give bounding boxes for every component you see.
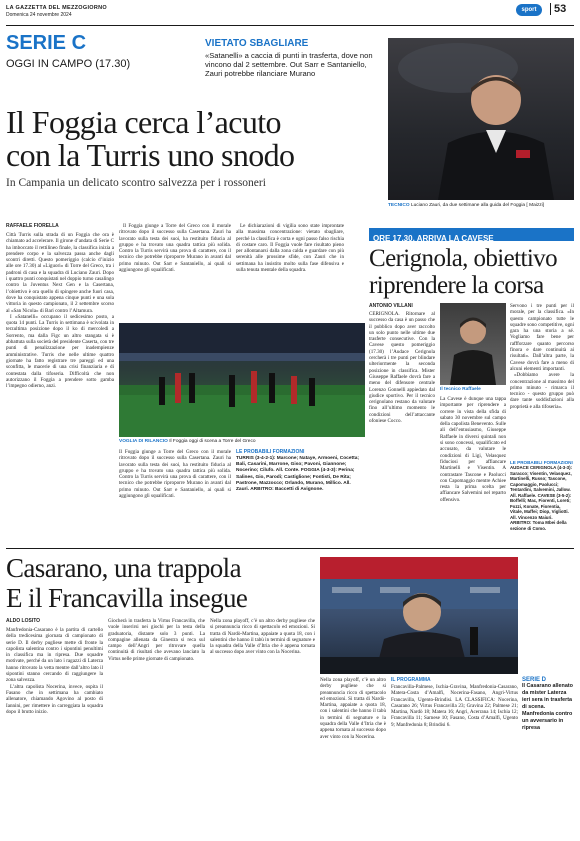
lead-paragraph-3: Il Foggia giunge a Torre del Greco con il morale ritrovato dopo il successo sulla Casertana. Zauri ha lavorato sulla testa dei suoi, ha restituito fiducia al gruppo e ha trovato una quadra tattica più solida. Contro la Turris servirà una prova di carattere, con il tecnico che potrebbe riproporre Murano in avanti dal primo minuto. Out Sarr e Santaniello, ai quali si aggiungono gli squalificati. xyxy=(119,223,231,274)
lead-paragraph-2-continued: Il Foggia giunge a Torre del Greco con il morale ritrovato dopo il successo sulla Casertana. Zauri ha lavorato sulla testa dei suoi, ha restituito fiducia al gruppo e ha trovato una quadra tattica più solida. Contro la Turris servirà una prova di carattere, con il tecnico che potrebbe riproporre Murano in avanti dal primo minuto. Out Sarr e Santaniello, ai quali si aggiungono gli squalificati. xyxy=(119,449,231,500)
casarano-column-1 xyxy=(6,627,103,837)
lead-column-1 xyxy=(6,232,114,540)
casarano-paragraph-1: Manfredonia-Casarano è la partita di cartello della tredicesima giornata di campionato di serie D. Il derby pugliese mette di fronte la capolista salentina contro i sipontini penultimi in classifica ma in ripresa. Due squadre motivate, perché da un lato i ragazzi di Laterza hanno ritrovato la vetta mentre dall’altro lato il sipontini stanno cercando di raggiungere la zona salvezza. xyxy=(6,627,103,684)
casarano-column-4 xyxy=(320,677,386,837)
foggia-lineups xyxy=(236,449,364,493)
coach-caption xyxy=(388,203,574,209)
stadium-photo-illustration xyxy=(119,323,365,437)
serie-d-sidebar xyxy=(522,677,574,732)
casarano-rule xyxy=(6,548,574,549)
casarano-headline xyxy=(6,553,306,613)
sidebar-news xyxy=(205,38,383,78)
coach-caption-credit: [ Maizzi] xyxy=(526,203,545,208)
newspaper-name: LA GAZZETTA DEL MEZZOGIORNO xyxy=(6,5,107,11)
cerignola-headline-line2: riprendere la corsa xyxy=(369,272,544,299)
lead-column-3 xyxy=(236,223,344,319)
sidebar-news-text: «Satanelli» a caccia di punti in trasferta, dove non vincono dal 2 settembre. Out Sarr e Santaniello, Zauri potrebbe rilanciare Murano xyxy=(205,51,373,78)
raffaele-photo xyxy=(440,303,506,385)
section-subtitle xyxy=(6,58,130,70)
cerignola-column-3 xyxy=(510,303,574,457)
lead-byline: RAFFAELE FIORELLA xyxy=(6,223,59,229)
lead-paragraph-1: Città Turris sulla strada di un Foggia che ora è chiamato ad accelerare. Il girone d’andata di Serie C ha imboccato il rettilineo finale, la classifica inizia a prendere corpo e la salvezza passa anche dagli scontri diretti. Questo pomeriggio (calcio d’inizio alle ore 17.30) al «Liguori» di Torre del Greco, tra i padroni di casa e la squadra di Luciano Zauri. Dopo i quattro punti conquistati nel doppio turno casalingo contro la Juventus Next Gen e la Casertana, l’obiettivo è ora quello di spingere anche fuori casa, dove ha conquistato appena cinque punti e una sola vittoria in questo campionato, il 2 settembre scorso al «San Nicola» di Bari contro l’Altamura. xyxy=(6,232,114,314)
section-subtitle-text: OGGI IN CAMPO xyxy=(6,58,93,70)
section-time: (17.30) xyxy=(95,58,131,70)
cerignola-lineups-title: LE PROBABILI FORMAZIONI xyxy=(510,460,573,465)
foggia-lineups-text: TURRIS (3-4-2-1): Marcone; Nataye, Armoeni, Cocetta; Bali, Casarini, Marrone, Giso; Pavoni, Giannone; Nocerino; Cilufo. All. Conte. FOGGIA (4-3-3): Perina; Salines, Gio, Parodi; Castiglione; Fontisti, De Rita; Pastrone, Mazzocco; Orlando, Murano, Millico. All. Zauri. ARBITRO: Baccetti di Avignone. xyxy=(236,456,359,493)
section-title: SERIE C xyxy=(6,32,87,54)
foggia-lineups-title: LE PROBABILI FORMAZIONI xyxy=(236,449,305,455)
sport-badge xyxy=(516,4,542,16)
coach-caption-label: TECNICO xyxy=(388,203,410,208)
coach-photo xyxy=(388,38,574,200)
raffaele-photo-illustration xyxy=(440,303,506,385)
cerignola-headline-line1: Cerignola, obiettivo xyxy=(369,245,557,272)
coach-caption-text: Luciano Zauri, da due settimane alla guida del Foggia xyxy=(410,203,526,208)
lead-paragraph-2: I «Satanelli» occupano il sedicesimo posto, a quota 14 punti. La Turris in settimana è scivolata in terzultima posizione dopo il ko di mercoledì a Sorrento, ma dalla Figc un altro stangata si è abbattuta sulla società del presidente Caserta, con tre punti di penalizzazione per inadempienze amministrative. Turris che nelle ultime quattro giornate ha fatto registrare tre pareggi ed una sconfitta, le macerie di una crisi finanziaria e di contestata dalla tifoseria. Difficoltà che non autorizzano il Foggia a prendere sotto gamba l’impegno odierno, anzi. xyxy=(6,313,114,390)
programma-label: IL PROGRAMMA xyxy=(391,677,431,683)
newspaper-header xyxy=(6,4,576,24)
cerignola-lineups-text: AUDACE CERIGNOLA (4-3-3): Saracco; Visentin, Velasquez, Martinelli, Russo; Tascone, Capomaggio, Paolucci; Tentardini, Salvemini, Jallow. All. Raffaele. CAVESE (3-5-2): Boffelli; Mac, Fiorenti, Loreti; Fozzi, Konate, Fiorentia, Vitale, Maffei; Diop, Vigliotti. All. Vincenzo Maiuri. ARBITRO: Toma Mbei della sezione di Como. xyxy=(510,465,573,531)
cerignola-banner xyxy=(369,228,574,241)
casarano-headline-line2: E il Francavilla insegue xyxy=(6,583,248,613)
header-rule xyxy=(6,25,574,26)
cerignola-headline xyxy=(369,245,574,299)
laterza-photo-illustration xyxy=(320,557,518,674)
cerignola-column-2 xyxy=(440,396,506,539)
lead-headline-line1: Il Foggia cerca l’acuto xyxy=(6,104,281,140)
casarano-paragraph-4: Nella zona playoff, c’è un altro derby pugliese che si preannuncia ricco di spettacolo ed emozioni. Si tratta di Nardò-Martina, appaiate a quota 18, con i salentini che hanno il tabù in termini di segnature e la squadra della Valle d’Itria che è appena tornata al successo dopo aver vinto con la Nocerina. xyxy=(210,618,315,656)
raffaele-caption-label: Il tecnico Raffaele xyxy=(440,387,481,392)
cerignola-paragraph-2: La Cavese è dunque una tappa importante per riprendere a correre in vista della sfida di sabato 30 novembre sul campo della capolista Benevento. Sulle ali dell’entusiasmo, Giuseppe Raffaele in diversi quintali non si sono concessi, squalificato ed accusato, da valutare le condizioni di Ligi, Velasquez fiduciosi per affiancare Martinelli e Visentin. A contrastare Tascone e Paolucci con Capomaggio mentre Achiee resta la prima scelta per affiancare Salvemini nel reparto offensivo. xyxy=(440,396,506,503)
cerignola-paragraph-4: «Dobbiamo avere la concentrazione al massimo del primo minuto - rimarca il tecnico - questo gruppo può dare tante soddisfazioni alla proprietà e alla tifoseria». xyxy=(510,372,574,410)
cerignola-column-1 xyxy=(369,311,435,539)
programma-block xyxy=(391,677,518,837)
laterza-photo xyxy=(320,557,518,674)
stadium-photo xyxy=(119,323,365,437)
sport-brand: sport xyxy=(521,7,537,13)
casarano-paragraph-4b: Nella zona playoff, c’è un altro derby pugliese che si preannuncia ricco di spettacolo ed emozioni. Si tratta di Nardò-Martina, appaiate a quota 18, con i salentini che hanno il tabù in termini di segnature e la squadra della Valle d’Itria che è appena tornata al successo dopo aver vinto con la Nocerina. xyxy=(320,677,386,740)
cerignola-paragraph-1: CERIGNOLA. Ritornare al successo da casa è un passo che il pubblico dopo aver raccolto un solo punto nelle ultime due trasferte consecutive. Con la Cavese questo pomeriggio (17.30) l’Audace Cerignola cercherà i tre punti per blindare ulteriormente la seconda posizione in classifica. Mister Giuseppe Raffaele dovrà fare a meno del difensore centrale Lorenzo Gonnelli appiedato dal giudice sportivo. Per il tecnico cerignolano restano da valutare fino all’ultimo momento le condizioni dell’attaccante ofoniese Cocco. xyxy=(369,311,435,425)
casarano-column-3 xyxy=(210,618,315,837)
serie-d-text: Il Casarano allenato da mister Laterza ieri sera in trasferta di scena. Manfredonia contro un avversario in ripresa xyxy=(522,683,573,731)
casarano-byline: ALDO LOSITO xyxy=(6,618,41,624)
cerignola-byline: ANTONIO VILLANI xyxy=(369,303,413,309)
publication-date: Domenica 24 novembre 2024 xyxy=(6,12,72,18)
casarano-paragraph-3: Giocherà in trasferta la Virtus Francavilla, che vuole inserirsi nei giochi per la testa della graduatoria, distante solo 3 punti. La compagine allenata da Ginestra si reca sul campo dell’Angri per ritrovare quella continuità di risultati che avevano lanciato la Virtus nelle prime giornate di campionato. xyxy=(108,618,205,662)
cerignola-paragraph-3: Servono i tre punti per il morale, per la classifica. «In questo campionato tutte le squadre sono competitive, ogni gara ha una storia a sé. Vogliamo fare bene per raffforzare quanto percorso finora e dare continuità ai risultati». Dall’altra parte, la Cavese dovrà fare a meno di alcuni elementi importanti. xyxy=(510,303,574,372)
cerignola-lineups xyxy=(510,460,574,540)
programma-text: Francavilla-Palmese, Ischia-Gravina, Manfredonia-Casarano, Matera-Costa d’Amalfi, Nocerina-Fasano, Angri-Virtus Francavilla, Ugento-Brindisi. LA CLASSIFICA: Nocerina, Casarano 26; Virtus Francavilla 23; Gravina 22; Palmese 21; Martina, Nardò 18; Matera 16; Angri, Acerrana 14; Ischia 12; Francavilla 11; Sarnese 10; Fasano, Costa d’Amalfi, Ugento 9; Manfredonia 8; Brindisi 6. xyxy=(391,684,518,728)
casarano-headline-line1: Casarano, una trappola xyxy=(6,553,241,583)
lead-subhead: In Campania un delicato scontro salvezza per i rossoneri xyxy=(6,177,266,189)
sidebar-news-title: VIETATO SBAGLIARE xyxy=(205,38,309,49)
casarano-paragraph-2: L’altra capolista Nocerina, invece, ospita il Fasano che in settimana ha cambiato allenatore, chiamando Agovino al posto di Iannini, per rimettere in carreggiata la squadra dopo il brutto inizio. xyxy=(6,683,103,715)
raffaele-caption xyxy=(440,387,506,393)
lead-column-2b xyxy=(119,449,231,539)
stadium-caption xyxy=(119,439,365,445)
coach-photo-illustration xyxy=(388,38,574,200)
lead-headline xyxy=(6,106,386,172)
page-number: 53 xyxy=(550,3,566,15)
stadium-caption-label: VOGLIA DI RILANCIO xyxy=(119,439,168,444)
cerignola-banner-text: ORE 17.30, ARRIVA LA CAVESE xyxy=(373,234,494,243)
lead-headline-line2: con la Turris uno snodo xyxy=(6,137,295,173)
lead-paragraph-4: Le dichiarazioni di vigilia sono state improntate alla massima concentrazione: vietato sbagliare, perché la classifica è corta e ogni passo falso rischia di costare caro. Il Foggia vuole fare risultato pieno per allontanarsi dalla zona calda e guardare con più serenità alle prossime sfide, con Zauri che in settimana ha insistito molto sulla fase difensiva e sulla tenuta mentale della squadra. xyxy=(236,223,344,274)
casarano-column-2 xyxy=(108,618,205,837)
serie-d-label: SERIE D xyxy=(522,677,547,683)
lead-column-2 xyxy=(119,223,231,319)
stadium-caption-text: Il Foggia oggi di scena a Torre del Greco xyxy=(169,439,256,444)
